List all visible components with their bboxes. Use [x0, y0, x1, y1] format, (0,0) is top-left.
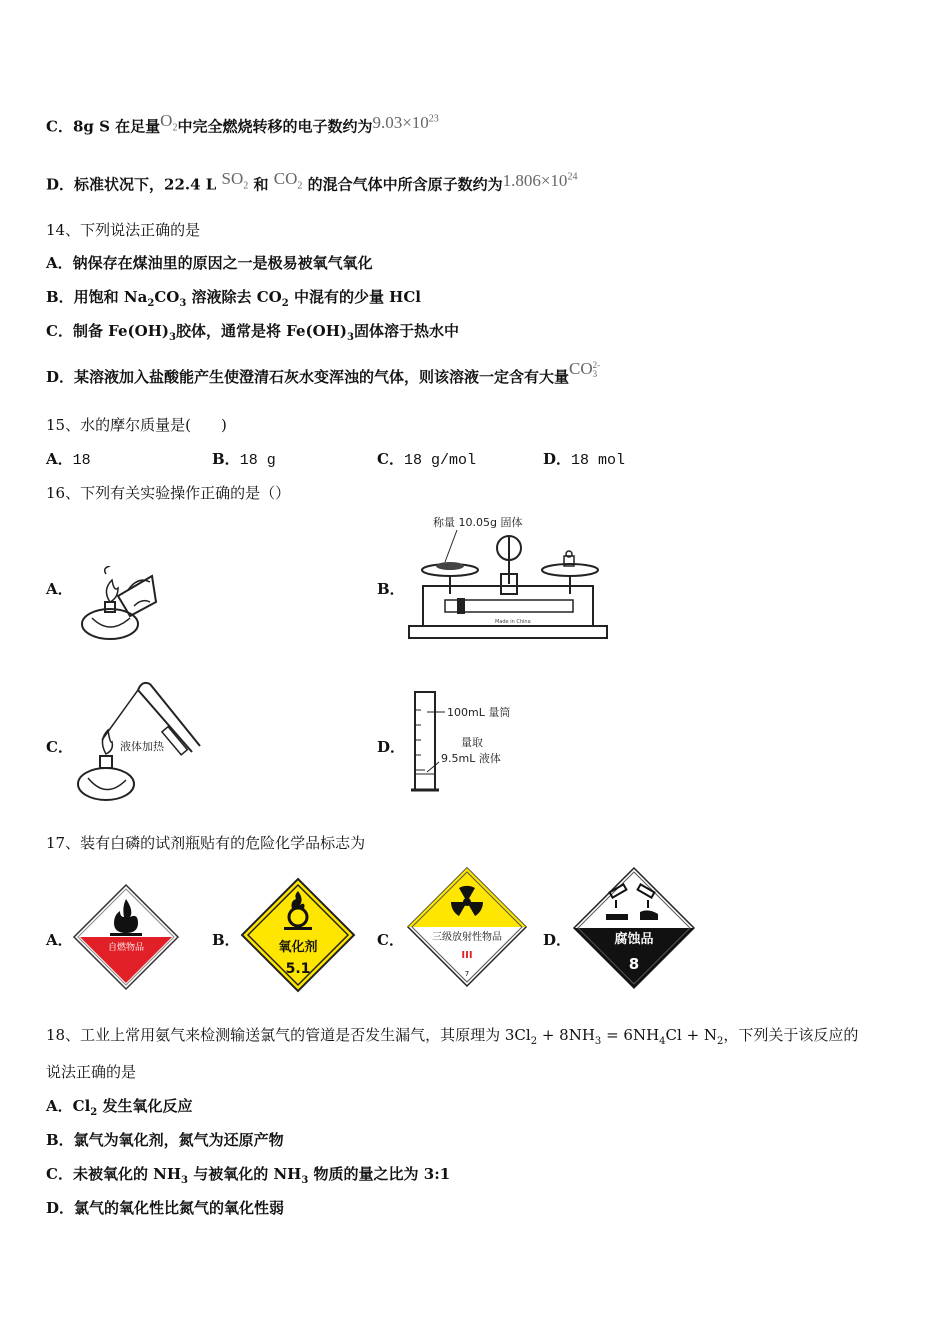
cylinder-caption: 100mL 量筒	[447, 706, 511, 719]
balance-caption: 称量 10.05g 固体	[433, 516, 523, 529]
q18-stem: 18、工业上常用氨气来检测输送氯气的管道是否发生漏气，其原理为 $3Cl_2 + 8NH_3 = 6NH_4Cl + N_2$，下列关于该反应的	[46, 1026, 859, 1047]
q15-option-b: B．18 g	[212, 450, 276, 469]
measure-caption: 量取	[461, 736, 483, 749]
q17-stem: 17、装有白磷的试剂瓶贴有的危险化学品标志为	[46, 834, 366, 852]
q18-option-c: C．未被氧化的 $NH_3$ 与被氧化的 $NH_3$ 物质的量之比为 3:1	[46, 1165, 451, 1186]
spontaneous-combustion-sign	[72, 883, 180, 991]
sign-class-number: 5.1	[285, 961, 311, 977]
option-label: C．	[46, 117, 73, 136]
q15-option-c: C．18 g/mol	[377, 450, 476, 469]
q14-option-d: D．某溶液加入盐酸能产生使澄清石灰水变浑浊的气体，则该溶液一定含有大量CO 2- 3	[46, 359, 601, 386]
option-text: 的混合气体中所含原子数约为	[302, 175, 503, 194]
sign-class-number: 7	[464, 970, 470, 978]
value-expression: $9.03\times 10^{23}$	[372, 112, 439, 132]
formula-o2: $O_2$	[160, 110, 178, 134]
q13-option-d	[46, 170, 577, 203]
formula-co2: $CO_2$	[273, 168, 303, 192]
q17-label-a: A．	[46, 931, 73, 949]
q15-stem: 15、水的摩尔质量是( )	[46, 416, 227, 434]
q16-label-d: D．	[377, 738, 406, 756]
sign-label: 自燃物品	[107, 943, 145, 953]
q16-label-b: B．	[377, 580, 405, 598]
option-text: 和	[248, 175, 274, 194]
sign-class-number: 8	[628, 955, 640, 973]
option-text: 中完全燃烧转移的电子数约为	[177, 117, 373, 136]
q16-stem: 16、下列有关实验操作正确的是（）	[46, 484, 291, 502]
test-tube-heating-image	[72, 680, 202, 805]
q16-label-a: A．	[46, 580, 73, 598]
corrosive-sign	[572, 866, 696, 990]
q14-stem: 14、下列说法正确的是	[46, 221, 201, 239]
q17-label-b: B．	[212, 931, 240, 949]
q16-label-c: C．	[46, 738, 73, 756]
q14-option-b: B．用饱和 $Na_2CO_3$ 溶液除去 $CO_2$ 中混有的少量 HCl	[46, 288, 421, 309]
alcohol-lamp-lighting-image	[72, 566, 158, 644]
q18-option-d: D．氯气的氧化性比氮气的氧化性弱	[46, 1199, 285, 1217]
q14-option-c: C．制备 $Fe(OH)_3$胶体，通常是将 $Fe(OH)_3$固体溶于热水中	[46, 322, 459, 343]
q18-option-a: A．$Cl_2$ 发生氧化反应	[46, 1097, 193, 1118]
q15-option-d: D．18 mol	[543, 450, 626, 469]
radioactive-sign	[406, 866, 528, 988]
oxidizer-sign	[240, 877, 356, 993]
sign-label: 腐蚀品	[614, 932, 654, 947]
value-expression: $1.806\times 10^{24}$	[502, 170, 578, 190]
sign-label: 三级放射性物品	[432, 932, 502, 943]
q15-option-a: A．18	[46, 450, 91, 469]
heating-caption: 液体加热	[120, 740, 164, 753]
q14-option-a: A．钠保存在煤油里的原因之一是极易被氧气氧化	[46, 254, 373, 272]
sign-label: 氧化剂	[278, 940, 318, 955]
sign-category: III	[461, 950, 473, 961]
option-label: D．	[46, 175, 75, 194]
graduated-cylinder-image	[405, 690, 525, 800]
formula-so2: $SO_2$	[221, 168, 249, 192]
q17-label-c: C．	[377, 931, 404, 949]
option-text: 标准状况下，22.4 L	[74, 175, 222, 194]
volume-caption: 9.5mL 液体	[441, 752, 501, 765]
q18-option-b: B．氯气为氧化剂，氮气为还原产物	[46, 1131, 284, 1149]
q13-option-c	[46, 112, 439, 145]
q18-stem-line2: 说法正确的是	[46, 1063, 137, 1081]
balance-scale-image	[405, 514, 610, 644]
balance-brand: Made in China	[495, 619, 531, 625]
q17-label-d: D．	[543, 931, 572, 949]
carbonate-ion: CO 2- 3	[569, 359, 601, 380]
option-text: 8g S 在足量	[72, 117, 161, 136]
